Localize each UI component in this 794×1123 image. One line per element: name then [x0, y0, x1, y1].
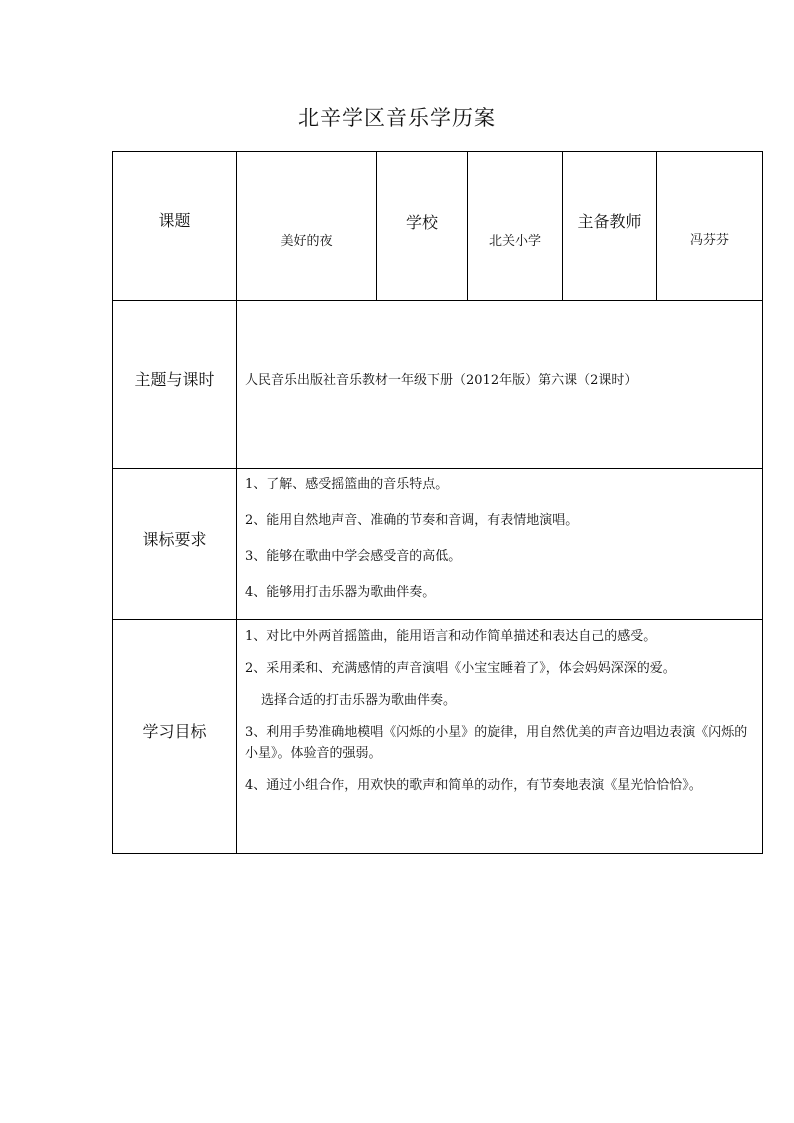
goal-item-4: 4、通过小组合作，用欢快的歌声和简单的动作，有节奏地表演《星光恰恰恰》。 [245, 778, 702, 793]
theme-text: 人民音乐出版社音乐教材一年级下册（2012年版）第六课（2课时） [245, 373, 638, 388]
goal-item-3: 3、利用手势准确地模唱《闪烁的小星》的旋律，用自然优美的声音边唱边表演《闪烁的小星》。体验音的强弱。 [245, 725, 748, 761]
lesson-plan-table [112, 151, 763, 854]
school-value-cell [468, 152, 563, 301]
theme-row [113, 301, 763, 469]
theme-label: 主题与课时 [134, 370, 215, 389]
theme-value-cell [237, 301, 763, 469]
school-label-cell [377, 152, 468, 301]
standard-item-4: 4、能够用打击乐器为歌曲伴奏。 [245, 585, 436, 600]
topic-label: 课题 [158, 211, 191, 230]
page-title: 北辛学区音乐学历案 [298, 106, 496, 130]
teacher-value: 冯芬芬 [689, 233, 729, 248]
teacher-value-cell [657, 152, 763, 301]
standards-label-cell [113, 469, 237, 620]
teacher-label: 主备教师 [577, 212, 642, 231]
topic-value: 美好的夜 [280, 234, 333, 249]
standards-list [237, 469, 762, 603]
goals-label-cell [113, 620, 237, 854]
standard-item-1: 1、了解、感受摇篮曲的音乐特点。 [245, 477, 449, 492]
standards-row [113, 469, 763, 620]
goals-label: 学习目标 [142, 722, 207, 741]
standards-label: 课标要求 [142, 530, 207, 549]
goals-row [113, 620, 763, 854]
goals-list [237, 620, 762, 796]
standard-item-3: 3、能够在歌曲中学会感受音的高低。 [245, 549, 462, 564]
school-label: 学校 [405, 213, 438, 232]
goal-item-1: 1、对比中外两首摇篮曲，能用语言和动作简单描述和表达自己的感受。 [245, 629, 657, 644]
goals-content-cell [237, 620, 763, 854]
teacher-label-cell [563, 152, 657, 301]
theme-label-cell [113, 301, 237, 469]
goal-item-2: 2、采用柔和、充满感情的声音演唱《小宝宝睡着了》，体会妈妈深深的爱。 [245, 661, 676, 676]
school-value: 北关小学 [488, 234, 541, 249]
standard-item-2: 2、能用自然地声音、准确的节奏和音调，有表情地演唱。 [245, 513, 579, 528]
goal-item-2-continued: 选择合适的打击乐器为歌曲伴奏。 [261, 693, 457, 708]
standards-content-cell [237, 469, 763, 620]
topic-label-cell [113, 152, 237, 301]
topic-value-cell [237, 152, 377, 301]
header-row [113, 152, 763, 301]
